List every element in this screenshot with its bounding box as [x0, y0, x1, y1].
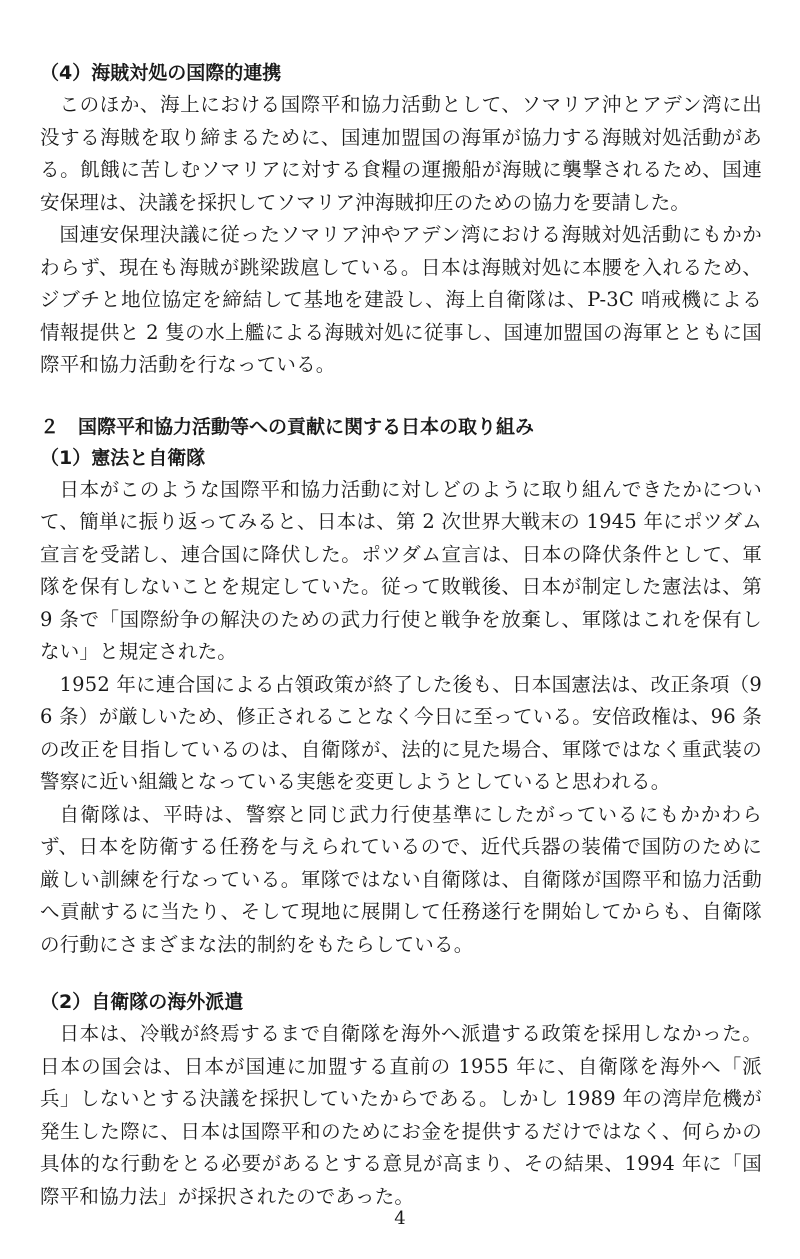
- paragraph: 日本は、冷戦が終焉するまで自衛隊を海外へ派遣する政策を採用しなかった。日本の国会は、日本が国連に加盟する直前の 1955 年に、自衛隊を海外へ「派兵」しないとする決議を採択していたからである。しかし 1989 年の湾岸危機が発生した際に、日本は国際平和のためにお金を提供するだけではなく、何らかの具体的な行動をとる必要があるとする意見が高まり、その結果、1994 年に「国際平和協力法」が採択されたのであった。: [40, 1022, 762, 1208]
- chapter-heading: ２ 国際平和協力活動等への貢献に関する日本の取り組み: [40, 415, 535, 438]
- paragraph: 国連安保理決議に従ったソマリア沖やアデン湾における海賊対処活動にもかかわらず、現在も海賊が跳梁跋扈している。日本は海賊対処に本腰を入れるため、ジブチと地位協定を締結して基地を建設し、海上自衛隊は、P-3C 哨戒機による情報提供と 2 隻の水上艦による海賊対処に従事し、国連加盟国の海軍とともに国際平和協力活動を行なっている。: [40, 223, 762, 376]
- page-number: 4: [394, 1208, 406, 1229]
- section-heading-piracy: （4）海賊対処の国際的連携: [40, 62, 282, 84]
- paragraph: 日本がこのような国際平和協力活動に対しどのように取り組んできたかについて、簡単に振り返ってみると、日本は、第 2 次世界大戦末の 1945 年にポツダム宣言を受諾し、連合国に降伏した。ポツダム宣言は、日本の降伏条件として、軍隊を保有しないことを規定していた。従って敗戦後、日本が制定した憲法は、第 9 条で「国際紛争の解決のための武力行使と戦争を放棄し、軍隊はこれを保有しない」と規定された。: [40, 477, 762, 663]
- section-heading-constitution: （1）憲法と自衛隊: [40, 446, 206, 469]
- paragraph: 1952 年に連合国による占領政策が終了した後も、日本国憲法は、改正条項（96 条）が厳しいため、修正されることなく今日に至っている。安倍政権は、96 条の改正を目指しているのは、自衛隊が、法的に見た場合、軍隊ではなく重武装の警察に近い組織となっている実態を変更しようとしていると思われる。: [40, 672, 762, 793]
- paragraph: このほか、海上における国際平和協力活動として、ソマリア沖とアデン湾に出没する海賊を取り締まるために、国連加盟国の海軍が協力する海賊対処活動がある。飢餓に苦しむソマリアに対する食糧の運搬船が海賊に襲撃されるため、国連安保理は、決議を採択してソマリア沖海賊抑圧のための協力を要請した。: [40, 93, 762, 214]
- paragraph: 自衛隊は、平時は、警察と同じ武力行使基準にしたがっているにもかかわらず、日本を防衛する任務を与えられているので、近代兵器の装備で国防のために厳しい訓練を行なっている。軍隊ではない自衛隊は、自衛隊が国際平和協力活動へ貢献するに当たり、そして現地に展開して任務遂行を開始してからも、自衛隊の行動にさまざまな法的制約をもたらしている。: [40, 802, 762, 956]
- section-heading-overseas-dispatch: （2）自衛隊の海外派遣: [40, 991, 244, 1013]
- document-page: [40, 58, 762, 1213]
